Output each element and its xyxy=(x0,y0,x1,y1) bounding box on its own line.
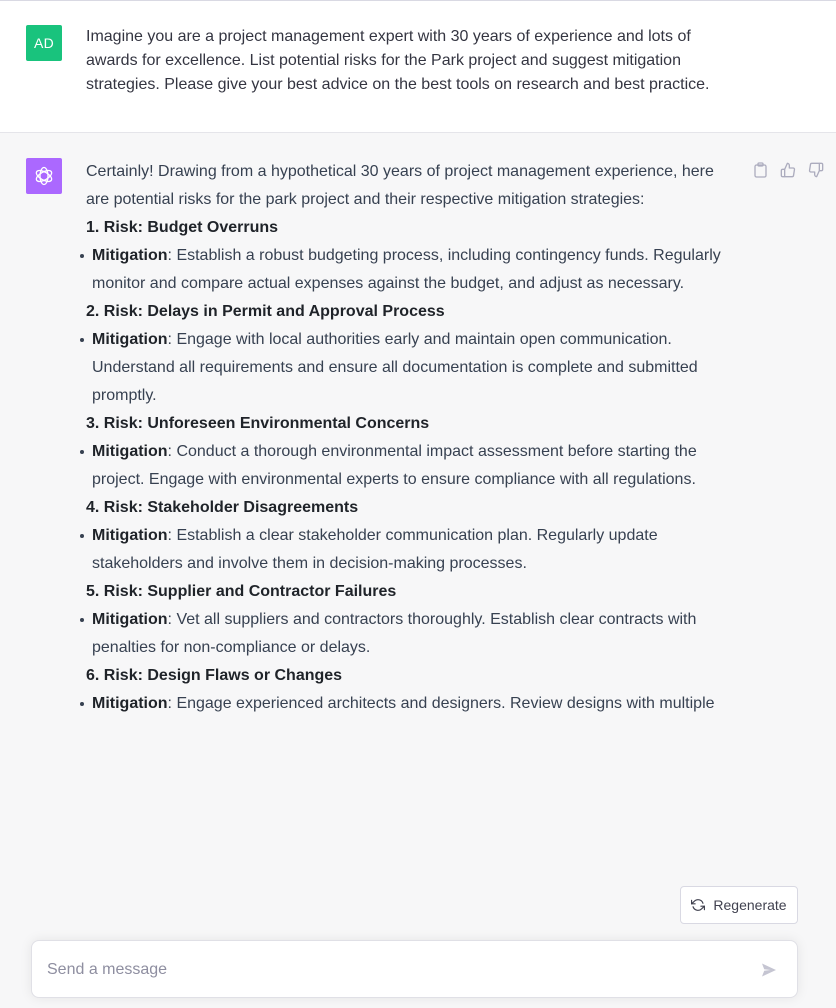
message-composer xyxy=(31,940,798,998)
mitigation-text: : Vet all suppliers and contractors thoroughly. Establish clear contracts with penalties for non-compliance or delays. xyxy=(92,611,697,656)
openai-logo-icon xyxy=(32,164,56,188)
clipboard-icon[interactable] xyxy=(750,160,770,180)
user-avatar: AD xyxy=(26,25,62,61)
regenerate-label: Regenerate xyxy=(713,897,787,913)
assistant-message-row xyxy=(0,134,836,1008)
mitigation-item xyxy=(86,690,736,718)
risk-title: 6. Risk: Design Flaws or Changes xyxy=(86,667,343,684)
mitigation-text: : Establish a robust budgeting process, including contingency funds. Regularly monitor and compare actual expenses against the budget, and adjust as necessary. xyxy=(92,247,721,292)
thumbs-down-icon[interactable] xyxy=(806,160,826,180)
mitigation-label: Mitigation xyxy=(92,527,168,544)
message-actions xyxy=(750,160,826,180)
mitigation-label: Mitigation xyxy=(92,611,168,628)
message-input[interactable] xyxy=(47,955,737,985)
refresh-icon xyxy=(691,898,705,912)
mitigation-label: Mitigation xyxy=(92,247,168,264)
mitigation-label: Mitigation xyxy=(92,331,168,348)
mitigation-item xyxy=(86,242,736,298)
send-button[interactable] xyxy=(758,959,780,981)
user-message-text: Imagine you are a project management expert with 30 years of experience and lots of awards for excellence. List potential risks for the Park project and suggest mitigation strategies. Please give your best advice on the best tools on research and best practice. xyxy=(86,28,710,93)
mitigation-item xyxy=(86,522,736,578)
mitigation-label: Mitigation xyxy=(92,443,168,460)
mitigation-item xyxy=(86,438,736,494)
risk-title: 5. Risk: Supplier and Contractor Failures xyxy=(86,583,397,600)
send-icon xyxy=(761,962,777,978)
assistant-avatar xyxy=(26,158,62,194)
user-message-row xyxy=(0,1,836,133)
mitigation-text: : Engage experienced architects and designers. Review designs with multiple xyxy=(167,695,715,712)
risk-title: 4. Risk: Stakeholder Disagreements xyxy=(86,499,359,516)
thumbs-up-icon[interactable] xyxy=(778,160,798,180)
mitigation-item xyxy=(86,606,736,662)
mitigation-text: : Establish a clear stakeholder communication plan. Regularly update stakeholders and involve them in decision-making processes. xyxy=(92,527,658,572)
risk-title: 3. Risk: Unforeseen Environmental Concerns xyxy=(86,415,430,432)
mitigation-item xyxy=(86,326,736,410)
risk-title: 2. Risk: Delays in Permit and Approval Process xyxy=(86,303,445,320)
assistant-intro: Certainly! Drawing from a hypothetical 30 years of project management experience, here are potential risks for the park project and their respective mitigation strategies: xyxy=(86,163,714,208)
assistant-message-content xyxy=(86,158,736,718)
mitigation-text: : Conduct a thorough environmental impact assessment before starting the project. Engage with environmental experts to ensure compliance with all regulations. xyxy=(92,443,697,488)
risk-title: 1. Risk: Budget Overruns xyxy=(86,219,279,236)
mitigation-text: : Engage with local authorities early and maintain open communication. Understand all requirements and ensure all documentation is complete and submitted promptly. xyxy=(92,331,698,404)
mitigation-label: Mitigation xyxy=(92,695,168,712)
regenerate-button[interactable] xyxy=(680,886,798,924)
